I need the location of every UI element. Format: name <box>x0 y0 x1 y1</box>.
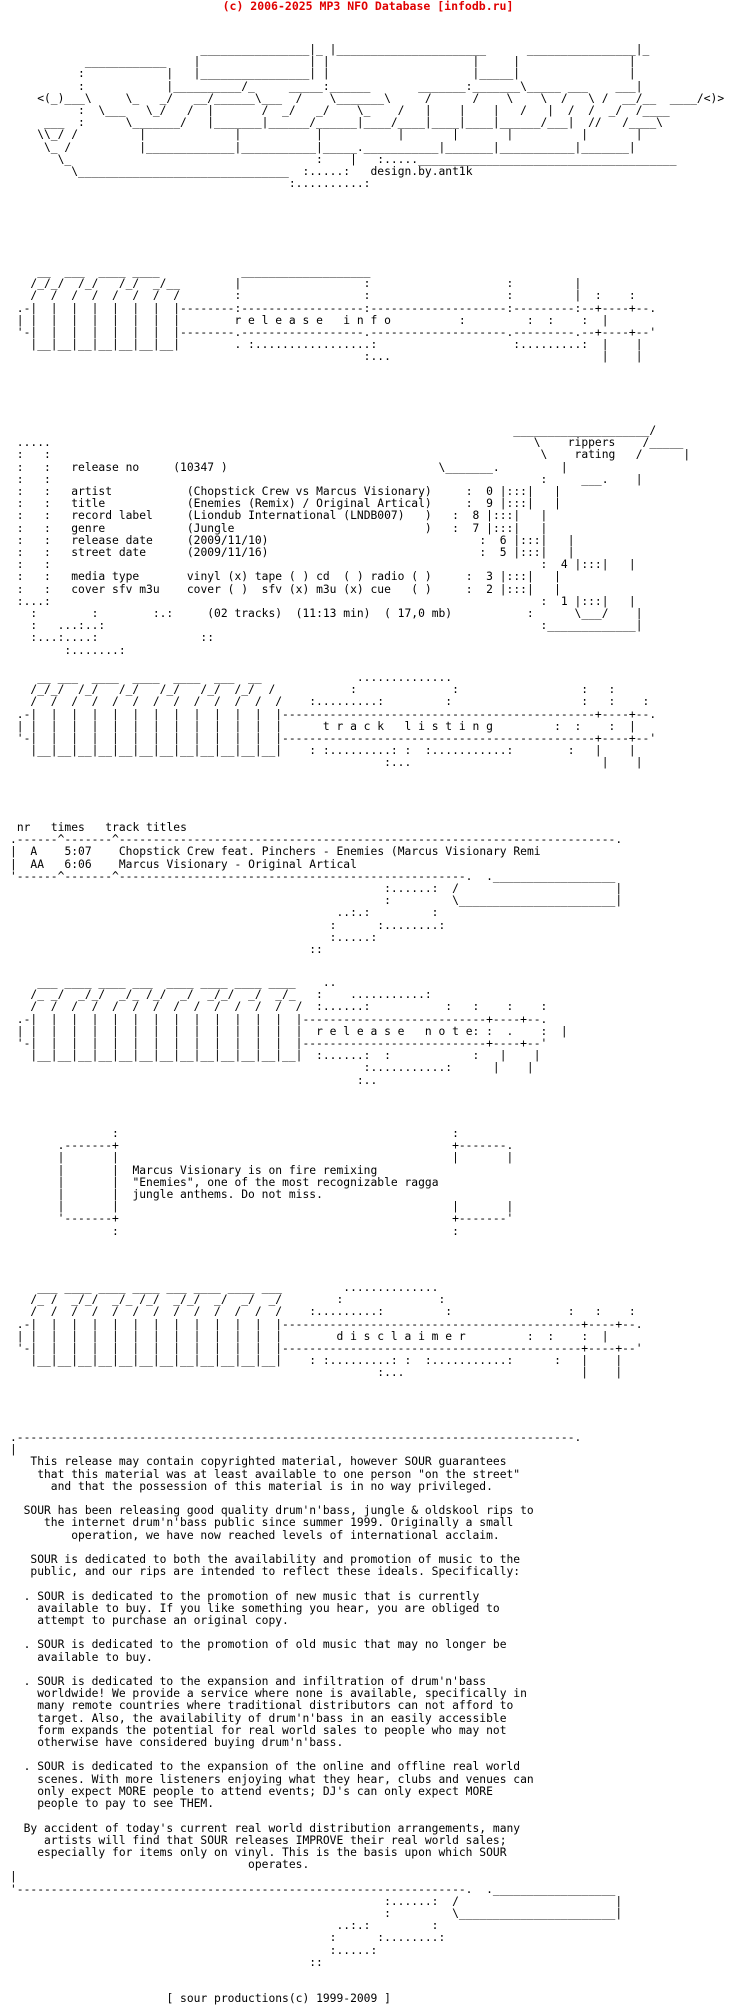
disclaimer-line: This release may contain copyrighted material, however SOUR guarantees <box>10 1455 507 1469</box>
release-note-header: ___ ____ ____ ___ ____ ____ ____ ____ .. /_ _/ _/_/ _/_ /_/ _/ _/_/ _/ _/_ : ...........: / / / / / / / / / / / / / / :......: : : : : .-| | | | | | | | | | | | | |---------------------------+----+--. | | | | | | | | | | | | | | | r e l e a s e n o t e: : . : | '-| | | | | | | | | | | | | |---------------------------+----+--' |__|__|__|__|__|__|__|__|__|__|__|__|__| :......: : : | | :...........: | | :.. <box>16 976 568 1087</box>
release-info-header: __ ___ ____ ____ ___________________ /_/_/ /_/ /_/ _/__ | : : | / / / / / / / / : : : | : : .-| | | | | | | |--------:------------------:--------------------:---------:--+----+--. | | | | | | | | | r e l e a s e i n f o : : : : | '-| | | | | | | |--------.------------------.--------------------.---------.--+----+--' |__|__|__|__|__|__|__| . :.................: :.........: | | :... | | <box>16 265 657 364</box>
track-1-time: 5:07 <box>64 845 92 859</box>
disclaimer-line: only expect MORE people to attend events; DJ's can only expect MORE <box>10 1784 493 1798</box>
label-record-label: record label <box>71 509 153 523</box>
label-artist: artist <box>71 485 113 499</box>
cover-sfv-value: cover ( ) sfv (x) m3u (x) cue ( ) <box>186 582 432 596</box>
rating-level-0: 0 <box>486 485 493 499</box>
disclaimer-line: available to buy. <box>10 1650 153 1664</box>
track-listing-header: __ ___ ____ ____ ____ ___ __ .............. /_/_/ /_/ /_/ /_/ /_/ /_/ / : : : : / / / / / / / / / / / / / :.........: : : : : .-| | | | | | | | | | | | |----------------------------------------------+----+--. | | | | | | | | | | | | | | t r a c k l i s t i n g : : : | '-| | | | | | | | | | | | |----------------------------------------------+----+--' |__|__|__|__|__|__|__|__|__|__|__|__| : :.........: : :...........: : | | :... | | <box>16 671 657 770</box>
note-line-2: "Enemies", one of the most recognizable ragga <box>132 1175 439 1189</box>
rating-title-1: rippers <box>567 436 616 450</box>
rating-level-6: 6 <box>499 533 507 547</box>
label-media-type: media type <box>71 570 140 584</box>
street-date-value: (2009/11/16) <box>186 546 269 560</box>
track-2-nr: AA <box>30 857 45 871</box>
rating-level-2: 2 <box>486 582 493 596</box>
disclaimer-line: available to buy. If you like something you hear, you are obliged to <box>10 1601 500 1615</box>
release-date-value: (2009/11/10) <box>186 533 269 547</box>
disclaimer-body: .----------------------------------------------------------------------------------. | This release may contain copyrighted material, however SOUR guarantees that this material was at least available to one person "on the street" and that the possession of this material is in no way privileged. SOUR has been releasing good quality drum'n'bass, jungle & oldskool rips to the internet drum'n'bass public since summer 1999. Originally a small operation, we have now reached levels of international acclaim. SOUR is dedicated to both the availability and promotion of music to the public, and our rips are intended to reflect these ideals. Specifically: . SOUR is dedicated to the promotion of new music that is currently available to buy. If you like something you hear, you are obliged to attempt to purchase an original copy. . SOUR is dedicated to the promotion of old music that may no longer be available to buy. . SOUR is dedicated to the expansion and infiltration of drum'n'bass worldwide! We provide a service where none is available, specifically in many remote countries where traditional distributors can not afford to target. Also, the availability of drum'n'bass in an easily accessible form expands the potential for real world sales to people who may not otherwise have considered buying drum'n'bass. . SOUR is dedicated to the expansion of the online and offline real world scenes. With more listeners enjoying what they hear, clubs and venues can only expect MORE people to attend events; DJ's can only expect MORE people to pay to see THEM. By accident of today's current real world distribution arrangements, many artists will find that SOUR releases IMPROVE their real world sales; especially for items only on vinyl. This is the basis upon which SOUR operates. | '------------------------------------------------------------------. .__________________ :......: / | : \_______________________| ..:.: : : :........: :.....: :: [ sour productions(c) 1999-2009 ] <box>10 1431 623 2006</box>
note-line-1: Marcus Visionary is on fire remixing <box>132 1163 378 1177</box>
disclaimer-title: d i s c l a i m e r <box>336 1329 466 1343</box>
col-nr: nr <box>16 821 31 834</box>
artist-value: (Chopstick Crew vs Marcus Visionary) <box>186 485 432 499</box>
logo-art: ________________|_ |______________________ ________________|_ ____________ | | | | | | : | |________________| | |_____| | : |__________/_ _____:______ _______:_______\_____ ___ ___| <(_)___\ \_ _/ __/______\___ / \_______\ / / \ \ / \ / __/__ ____/<)> : \___ \_/ / | / _/ _/ \_ / | | | / | / / _/ /____ ___ : \_______/ |_______|______/______|____/____|____|____|______/___| // /____\ \\_/ / | | | | | | | | \_ / |_____________|___________|_____.___________|_______|___________|_______| \_ : | :.....______________________________________ \_______________________________ :.....: design.by.ant1k :..........: <box>37 43 725 191</box>
disclaimer-line: otherwise have considered buying drum'n'bass. <box>10 1736 344 1750</box>
rating-level-9: 9 <box>486 497 493 511</box>
disclaimer-line: scenes. With more listeners enjoying what they hear, clubs and venues can <box>10 1772 534 1786</box>
disclaimer-line: By accident of today's current real world distribution arrangements, many <box>10 1821 521 1835</box>
note-line-3: jungle anthems. Do not miss. <box>132 1188 323 1202</box>
rating-title-2: rating <box>574 448 616 462</box>
release-note-title: r e l e a s e n o t e <box>316 1024 473 1038</box>
track-2-time: 6:06 <box>64 857 92 871</box>
track-2-title: Marcus Visionary - Original Artical <box>118 857 357 871</box>
disclaimer-line: . SOUR is dedicated to the expansion of the online and offline real world <box>10 1760 521 1774</box>
genre-value: (Jungle ) <box>186 521 432 535</box>
site-header: (c) 2006-2025 MP3 NFO Database [infodb.ru] <box>222 0 514 13</box>
disclaimer-line: SOUR has been releasing good quality drum'n'bass, jungle & oldskool rips to <box>10 1504 534 1518</box>
rating-level-7: 7 <box>472 521 480 535</box>
designer-credit: design.by.ant1k <box>370 165 473 179</box>
rating-level-8: 8 <box>472 509 480 523</box>
media-type-value: vinyl (x) tape ( ) cd ( ) radio ( ) <box>186 570 432 584</box>
disclaimer-line: that this material was at least available to one person "on the street" <box>10 1467 521 1481</box>
label-release-no: release no <box>71 460 140 474</box>
disclaimer-line: public, and our rips are intended to reflect these ideals. Specifically: <box>10 1565 521 1579</box>
track-listing-title: t r a c k l i s t i n g <box>322 719 493 733</box>
rating-level-4: 4 <box>560 558 568 572</box>
disclaimer-line: especially for items only on vinyl. This is the basis upon which SOUR <box>10 1845 507 1859</box>
rating-level-5: 5 <box>499 546 507 560</box>
release-note-body: : : .-------+ +-------. | | | | | | Marcus Visionary is on fire remixing | | "Enemies", one of the most recognizable ragga | | jungle anthems. Do not miss. | | | | '-------+ +-------' : : <box>57 1127 514 1238</box>
release-no-value: (10347 ) <box>173 460 228 474</box>
disclaimer-line: target. Also, the availability of drum'n'bass in an easily accessible <box>10 1711 507 1725</box>
record-label-value: (Liondub International (LNDB007) ) <box>186 509 432 523</box>
disclaimer-line: and that the possession of this material is in no way privileged. <box>10 1479 493 1493</box>
disclaimer-line: worldwide! We provide a service where none is available, specifically in <box>10 1687 527 1701</box>
disclaimer-line: many remote countries where traditional distributors can not afford to <box>10 1699 514 1713</box>
track-1-title: Chopstick Crew feat. Pinchers - Enemies (Marcus Visionary Remi <box>118 845 541 859</box>
label-title: title <box>71 497 106 511</box>
disclaimer-line: the internet drum'n'bass public since summer 1999. Originally a small <box>10 1516 514 1530</box>
track-1-nr: A <box>30 845 38 859</box>
disclaimer-line: people to pay to see THEM. <box>10 1797 215 1811</box>
disclaimer-line: form expands the potential for real world sales to people who may not <box>10 1723 507 1737</box>
col-track-titles: track titles <box>105 821 187 834</box>
disclaimer-line: artists will find that SOUR releases IMPROVE their real world sales; <box>10 1833 507 1847</box>
label-cover-sfv-m3u: cover sfv m3u <box>71 582 160 596</box>
disclaimer-line: operates. <box>10 1858 310 1872</box>
release-info-title: r e l e a s e i n f o <box>234 313 391 327</box>
disclaimer-line: . SOUR is dedicated to the promotion of new music that is currently <box>10 1589 480 1603</box>
title-value: (Enemies (Remix) / Original Artical) <box>186 497 432 511</box>
col-times: times <box>50 821 85 834</box>
disclaimer-line: . SOUR is dedicated to the expansion and infiltration of drum'n'bass <box>10 1675 487 1689</box>
disclaimer-line: attempt to purchase an original copy. <box>10 1614 289 1628</box>
track-list: nr times track titles .------^-------^-------------------------------------------------------------------------. | A 5:07 Chopstick Crew feat. Pinchers - Enemies (Marcus Visionary Remi | AA 6:06 Marcus Visionary - Original Artical '------^-------^---------------------------------------------------. .__________________ :......: / | : \_______________________| ..:.: : : :........: :.....: :: <box>10 821 623 957</box>
label-genre: genre <box>71 521 106 535</box>
rating-level-1: 1 <box>560 594 568 608</box>
disclaimer-line: . SOUR is dedicated to the promotion of old music that may no longer be <box>10 1638 507 1652</box>
disclaimer-line: operation, we have now reached levels of international acclaim. <box>10 1528 500 1542</box>
label-release-date: release date <box>71 533 153 547</box>
disclaimer-header: ___ ____ ____ ____ ___ ____ ____ ___ .............. /_ / _/_/ _/_ /_/ _/_/ _/ _/ _/ : : / / / / / / / / / / / / / :.........: : : : : .-| | | | | | | | | | | | |--------------------------------------------+----+--. | | | | | | | | | | | | | | d i s c l a i m e r : : : | '-| | | | | | | | | | | | |--------------------------------------------+----+--' |__|__|__|__|__|__|__|__|__|__|__|__| : :.........: : :...........: : | | :... | | <box>16 1281 643 1380</box>
footer-credit: [ sour productions(c) 1999-2009 ] <box>166 1992 391 2006</box>
label-street-date: street date <box>71 546 147 560</box>
rating-level-3: 3 <box>486 570 493 584</box>
disclaimer-line: SOUR is dedicated to both the availability and promotion of music to the <box>10 1553 521 1567</box>
release-info-body: ____________________/ ..... \ rippers /_____ : : \ rating / | : : release no (10347 ) \_______. | : : : ___. | : : artist (Chopstick Crew vs Marcus Visionary) : 0 |:::| | : : title (Enemies (Remix) / Original Artical) : 9 |:::| | : : record label (Liondub International (LNDB007) ) : 8 |:::| | : : genre (Jungle ) : 7 |:::| | : : release date (2009/11/10) : 6 |:::| | : : street date (2009/11/16) : 5 |:::| | : : : 4 |:::| | : : media type vinyl (x) tape ( ) cd ( ) radio ( ) : 3 |:::| | : : cover sfv m3u cover ( ) sfv (x) m3u (x) cue ( ) : 2 |:::| | :...: : 1 |:::| | : : :.: (02 tracks) (11:13 min) ( 17,0 mb) : \___/ | : ...:..: :_____________| :...:....: :: :.......: <box>16 424 691 657</box>
release-summary: (02 tracks) (11:13 min) ( 17,0 mb) <box>207 607 453 621</box>
